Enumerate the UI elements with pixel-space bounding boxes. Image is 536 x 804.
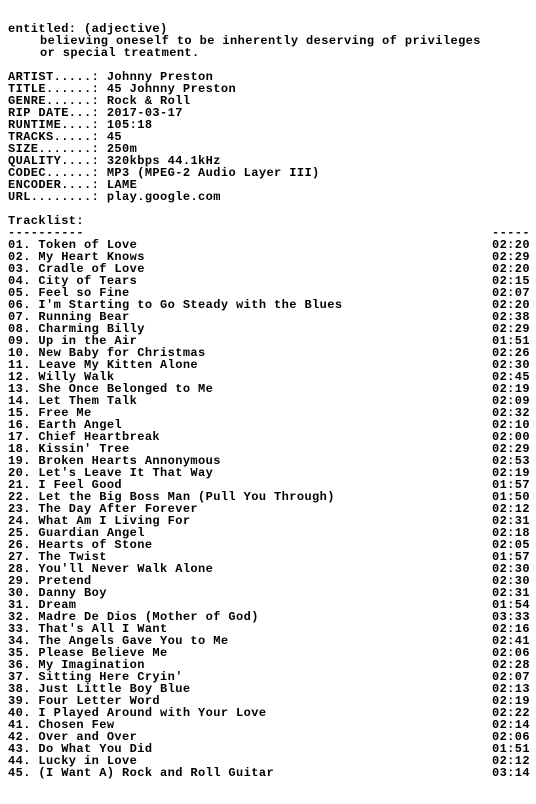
track-duration: 02:15: [491, 274, 530, 288]
track-duration: 03:14: [491, 766, 530, 780]
track-title: 05. Feel so Fine: [8, 287, 130, 299]
track-title: 22. Let the Big Boss Man (Pull You Through): [8, 491, 335, 503]
info-label: TRACKS.....:: [8, 131, 100, 143]
info-row: [8, 71, 530, 83]
track-title: 30. Danny Boy: [8, 587, 107, 599]
track-duration: 02:12: [491, 754, 530, 768]
track-row: [8, 335, 530, 347]
track-title: 29. Pretend: [8, 575, 92, 587]
track-title: 01. Token of Love: [8, 239, 138, 251]
definition-headword: entitled: (adjective): [8, 23, 168, 35]
track-duration: 02:31: [491, 586, 530, 600]
info-label: QUALITY....:: [8, 155, 100, 167]
track-duration: 03:33: [491, 610, 530, 624]
track-title: 03. Cradle of Love: [8, 263, 145, 275]
track-row: [8, 359, 530, 371]
track-duration: 01:54: [491, 598, 530, 612]
track-title: 44. Lucky in Love: [8, 755, 138, 767]
info-row: [8, 155, 530, 167]
track-duration: 02:06: [491, 646, 530, 660]
track-title: 09. Up in the Air: [8, 335, 138, 347]
track-row: [8, 491, 530, 503]
info-row: [8, 167, 530, 179]
track-title: 25. Guardian Angel: [8, 527, 145, 539]
info-value: play.google.com: [106, 191, 221, 203]
track-row: [8, 719, 530, 731]
track-row: [8, 743, 530, 755]
track-row: [8, 611, 530, 623]
info-label: ARTIST.....:: [8, 71, 100, 83]
info-value: MP3 (MPEG-2 Audio Layer III): [106, 167, 320, 179]
info-value: 320kbps 44.1kHz: [106, 155, 221, 167]
track-row: [8, 383, 530, 395]
track-duration: 02:53: [491, 454, 530, 468]
tracklist-rule-left: ----------: [8, 227, 85, 239]
info-value: 45: [106, 131, 123, 143]
track-duration: 02:38: [491, 310, 530, 324]
info-row: [8, 107, 530, 119]
track-title: 18. Kissin' Tree: [8, 443, 130, 455]
track-row: [8, 659, 530, 671]
track-row: [8, 575, 530, 587]
track-title: 07. Running Bear: [8, 311, 130, 323]
track-row: [8, 419, 530, 431]
track-row: [8, 251, 530, 263]
info-value: 45 Johnny Preston: [106, 83, 237, 95]
track-duration: 02:07: [491, 286, 530, 300]
track-title: 04. City of Tears: [8, 275, 138, 287]
track-duration: 02:19: [491, 466, 530, 480]
track-duration: 02:14: [491, 718, 530, 732]
track-row: [8, 563, 530, 575]
track-row: [8, 455, 530, 467]
info-label: TITLE......:: [8, 83, 100, 95]
track-title: 02. My Heart Knows: [8, 251, 145, 263]
track-duration: 02:30: [491, 562, 530, 576]
info-value: 2017-03-17: [106, 107, 183, 119]
track-duration: 02:09: [491, 394, 530, 408]
track-row: [8, 515, 530, 527]
track-title: 26. Hearts of Stone: [8, 539, 153, 551]
track-row: [8, 599, 530, 611]
track-title: 27. The Twist: [8, 551, 107, 563]
info-label: ENCODER....:: [8, 179, 100, 191]
track-title: 15. Free Me: [8, 407, 92, 419]
track-title: 42. Over and Over: [8, 731, 138, 743]
track-duration: 02:29: [491, 442, 530, 456]
track-title: 14. Let Them Talk: [8, 395, 138, 407]
track-title: 06. I'm Starting to Go Steady with the Blues: [8, 299, 343, 311]
track-row: [8, 707, 530, 719]
nfo-document: [8, 23, 530, 779]
track-title: 41. Chosen Few: [8, 719, 115, 731]
track-row: [8, 683, 530, 695]
track-row: [8, 767, 530, 779]
track-duration: 02:07: [491, 670, 530, 684]
track-title: 43. Do What You Did: [8, 743, 153, 755]
track-row: [8, 467, 530, 479]
track-row: [8, 299, 530, 311]
definition-line-1: believing oneself to be inherently deserving of privileges: [40, 35, 481, 47]
track-row: [8, 407, 530, 419]
track-row: [8, 587, 530, 599]
track-title: 38. Just Little Boy Blue: [8, 683, 191, 695]
track-title: 10. New Baby for Christmas: [8, 347, 206, 359]
track-row: [8, 479, 530, 491]
track-duration: 02:41: [491, 634, 530, 648]
track-row: [8, 347, 530, 359]
track-title: 13. She Once Belonged to Me: [8, 383, 214, 395]
track-duration: 01:51: [491, 334, 530, 348]
track-row: [8, 635, 530, 647]
track-title: 17. Chief Heartbreak: [8, 431, 161, 443]
track-row: [8, 503, 530, 515]
release-info: [8, 71, 530, 203]
spacer: [8, 59, 530, 71]
info-row: [8, 143, 530, 155]
track-title: 39. Four Letter Word: [8, 695, 161, 707]
track-title: 31. Dream: [8, 599, 77, 611]
track-row: [8, 647, 530, 659]
track-row: [8, 671, 530, 683]
track-duration: 01:57: [491, 478, 530, 492]
track-title: 12. Willy Walk: [8, 371, 115, 383]
track-row: [8, 323, 530, 335]
tracklist-rule-right: -----: [491, 227, 530, 239]
tracklist-rule: [8, 227, 530, 239]
info-label: RUNTIME....:: [8, 119, 100, 131]
info-row: [8, 119, 530, 131]
info-row: [8, 83, 530, 95]
definition-line-2: or special treatment.: [40, 47, 200, 59]
track-duration: 02:22: [491, 706, 530, 720]
track-title: 24. What Am I Living For: [8, 515, 191, 527]
track-duration: 02:10: [491, 418, 530, 432]
track-title: 35. Please Believe Me: [8, 647, 168, 659]
track-duration: 02:20: [491, 298, 530, 312]
track-duration: 02:28: [491, 658, 530, 672]
info-value: LAME: [106, 179, 138, 191]
track-title: 16. Earth Angel: [8, 419, 123, 431]
track-title: 11. Leave My Kitten Alone: [8, 359, 199, 371]
track-row: [8, 431, 530, 443]
track-title: 08. Charming Billy: [8, 323, 145, 335]
track-title: 28. You'll Never Walk Alone: [8, 563, 214, 575]
info-value: Johnny Preston: [106, 71, 214, 83]
track-title: 36. My Imagination: [8, 659, 145, 671]
track-row: [8, 371, 530, 383]
track-title: 20. Let's Leave It That Way: [8, 467, 214, 479]
info-value: 105:18: [106, 119, 153, 131]
track-duration: 01:51: [491, 742, 530, 756]
info-row: [8, 95, 530, 107]
info-label: URL........:: [8, 191, 100, 203]
track-row: [8, 287, 530, 299]
info-label: CODEC......:: [8, 167, 100, 179]
track-duration: 02:06: [491, 730, 530, 744]
track-title: 23. The Day After Forever: [8, 503, 199, 515]
track-row: [8, 731, 530, 743]
track-title: 32. Madre De Dios (Mother of God): [8, 611, 259, 623]
track-duration: 02:18: [491, 526, 530, 540]
track-duration: 02:31: [491, 514, 530, 528]
info-label: GENRE......:: [8, 95, 100, 107]
track-duration: 02:16: [491, 622, 530, 636]
info-value: 250m: [106, 143, 138, 155]
track-duration: 02:20: [491, 238, 530, 252]
track-duration: 02:30: [491, 358, 530, 372]
info-row: [8, 179, 530, 191]
track-row: [8, 623, 530, 635]
track-duration: 02:30: [491, 574, 530, 588]
track-title: 45. (I Want A) Rock and Roll Guitar: [8, 767, 275, 779]
track-row: [8, 443, 530, 455]
track-title: 33. That's All I Want: [8, 623, 168, 635]
track-duration: 02:19: [491, 694, 530, 708]
track-row: [8, 755, 530, 767]
info-label: RIP DATE...:: [8, 107, 100, 119]
track-duration: 02:26: [491, 346, 530, 360]
track-duration: 02:29: [491, 322, 530, 336]
track-duration: 01:50: [491, 490, 530, 504]
track-row: [8, 395, 530, 407]
track-duration: 02:29: [491, 250, 530, 264]
track-row: [8, 239, 530, 251]
track-row: [8, 551, 530, 563]
info-value: Rock & Roll: [106, 95, 191, 107]
track-title: 34. The Angels Gave You to Me: [8, 635, 229, 647]
tracklist-heading: Tracklist:: [8, 215, 85, 227]
track-duration: 01:57: [491, 550, 530, 564]
track-row: [8, 263, 530, 275]
track-row: [8, 527, 530, 539]
tracklist: [8, 239, 530, 779]
track-duration: 02:05: [491, 538, 530, 552]
track-title: 40. I Played Around with Your Love: [8, 707, 267, 719]
track-duration: 02:32: [491, 406, 530, 420]
track-row: [8, 539, 530, 551]
info-row: [8, 131, 530, 143]
track-duration: 02:45: [491, 370, 530, 384]
info-row: [8, 191, 530, 203]
info-label: SIZE.......:: [8, 143, 100, 155]
track-title: 37. Sitting Here Cryin': [8, 671, 183, 683]
track-title: 21. I Feel Good: [8, 479, 123, 491]
track-row: [8, 311, 530, 323]
track-duration: 02:00: [491, 430, 530, 444]
track-duration: 02:12: [491, 502, 530, 516]
track-duration: 02:13: [491, 682, 530, 696]
track-duration: 02:20: [491, 262, 530, 276]
track-row: [8, 695, 530, 707]
spacer: [8, 203, 530, 215]
track-duration: 02:19: [491, 382, 530, 396]
track-title: 19. Broken Hearts Annonymous: [8, 455, 221, 467]
track-row: [8, 275, 530, 287]
